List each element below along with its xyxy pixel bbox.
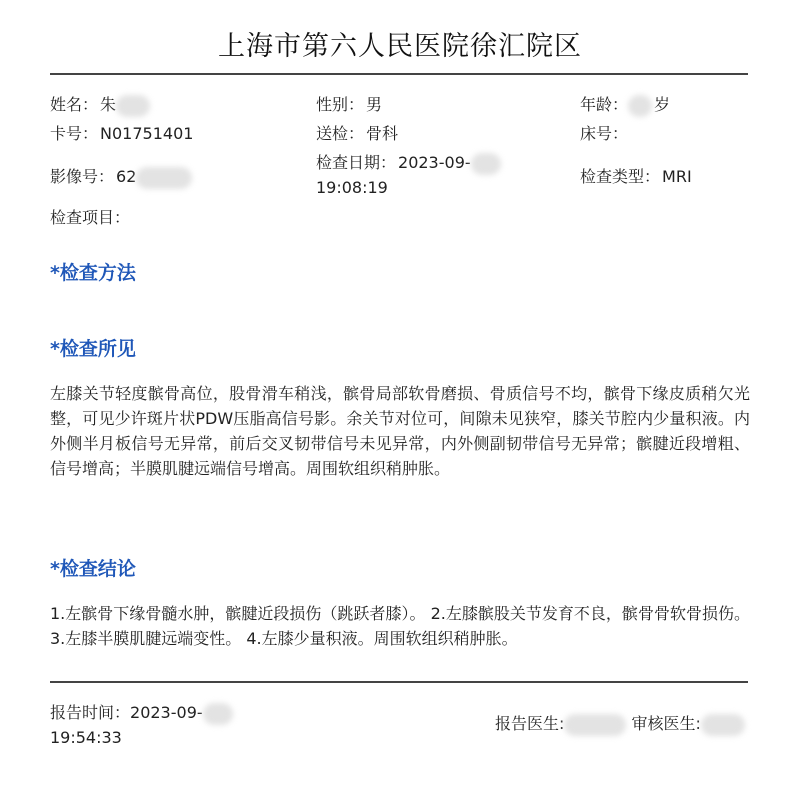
exam-type-value: MRI xyxy=(662,167,692,186)
footer-divider xyxy=(50,681,748,683)
redaction-blur xyxy=(471,153,501,175)
header-divider xyxy=(50,73,748,75)
age-value: 岁 xyxy=(654,95,671,114)
patient-name-field xyxy=(50,94,150,117)
image-number-label: 影像号： xyxy=(50,167,115,186)
report-date-value: 2023-09- xyxy=(130,703,203,722)
bed-number-field xyxy=(580,123,630,145)
exam-time-value: 19:08:19 xyxy=(316,178,388,197)
exam-findings-heading: *检查所见 xyxy=(50,338,136,360)
card-number-value: N01751401 xyxy=(100,124,194,143)
exam-time-field xyxy=(316,177,388,199)
doctor-signature-block xyxy=(495,711,745,736)
redaction-blur xyxy=(203,703,233,725)
exam-date-field xyxy=(316,152,501,175)
exam-date-value: 2023-09- xyxy=(398,153,471,172)
redaction-blur xyxy=(116,95,150,117)
card-number-label: 卡号： xyxy=(50,124,99,143)
bed-number-label: 床号： xyxy=(580,124,629,143)
exam-findings-text: 左膝关节轻度髌骨高位，股骨滑车稍浅，髌骨局部软骨磨损、骨质信号不均，髌骨下缘皮质稍欠光整，可见少许斑片状PDW压脂高信号影。余关节对位可，间隙未见狭窄，膝关节腔内少量积液。内外侧半月板信号无异常，前后交叉韧带信号未见异常，内外侧副韧带信号无异常；髌腱近段增粗、信号增高；半膜肌腱远端信号增高。周围软组织稍肿胀。 xyxy=(50,384,750,478)
exam-type-label: 检查类型： xyxy=(580,167,661,186)
redaction-blur xyxy=(628,95,652,117)
patient-name-label: 姓名： xyxy=(50,95,99,114)
department-field xyxy=(316,123,398,145)
exam-conclusion-heading: *检查结论 xyxy=(50,558,136,580)
exam-method-heading: *检查方法 xyxy=(50,262,136,284)
image-number-value: 62 xyxy=(116,167,137,186)
redaction-blur xyxy=(136,167,192,189)
gender-label: 性别： xyxy=(316,95,365,114)
age-label: 年龄： xyxy=(580,95,629,114)
report-time-value: 19:54:33 xyxy=(50,728,122,747)
review-doctor-label: 审核医生: xyxy=(631,714,701,733)
redaction-blur xyxy=(564,714,626,736)
exam-item-label: 检查项目： xyxy=(50,208,131,227)
gender-value: 男 xyxy=(366,95,383,114)
gender-field xyxy=(316,94,382,116)
hospital-title: 上海市第六人民医院徐汇院区 xyxy=(218,31,582,62)
report-time-label: 报告时间： xyxy=(50,703,131,722)
image-number-field xyxy=(50,166,192,189)
exam-date-label: 检查日期： xyxy=(316,153,397,172)
patient-name-value: 朱 xyxy=(100,95,117,114)
department-label: 送检： xyxy=(316,124,365,143)
age-field xyxy=(580,94,670,117)
redaction-blur xyxy=(701,714,745,736)
exam-item-field xyxy=(50,207,130,229)
department-value: 骨科 xyxy=(366,124,399,143)
exam-conclusion-text: 1.左髌骨下缘骨髓水肿，髌腱近段损伤（跳跃者膝）。 2.左膝髌股关节发育不良，髌骨骨软骨损伤。 3.左膝半膜肌腱远端变性。 4.左膝少量积液。周围软组织稍肿胀。 xyxy=(50,604,750,648)
report-time-block xyxy=(50,700,233,750)
exam-type-field xyxy=(580,166,692,188)
card-number-field xyxy=(50,123,193,145)
report-doctor-label: 报告医生: xyxy=(495,714,565,733)
